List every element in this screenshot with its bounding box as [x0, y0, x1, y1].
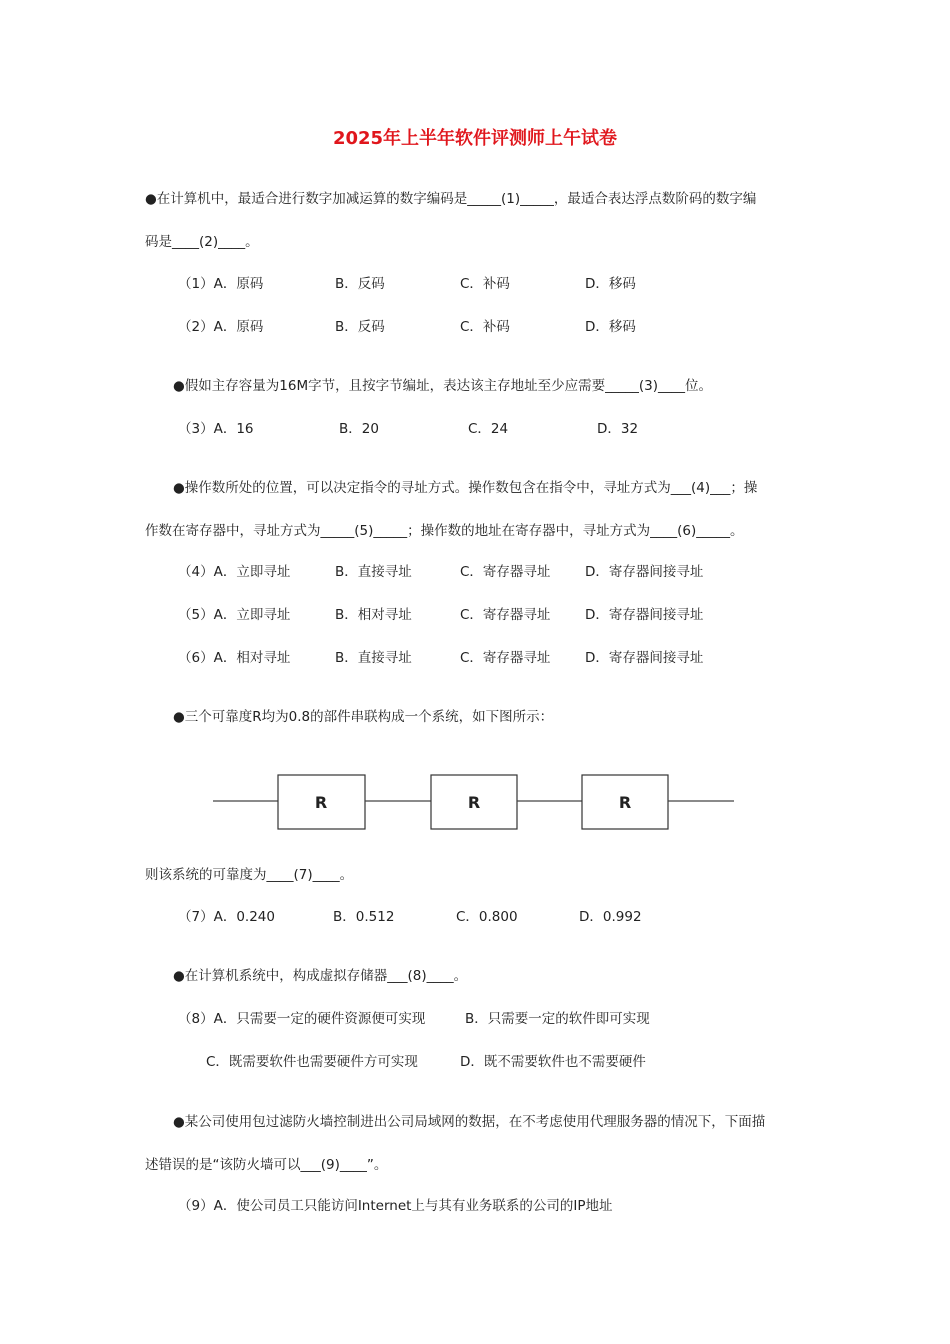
option-1-c: C．补码	[460, 276, 510, 292]
page-title: 2025年上半年软件评测师上午试卷	[332, 128, 618, 149]
option-4-d: D．寄存器间接寻址	[585, 564, 704, 580]
component-label-2: R	[467, 793, 481, 812]
option-4-b: B．直接寻址	[335, 564, 412, 580]
option-7-b: B．0.512	[333, 909, 395, 925]
option-2-c: C．补码	[460, 319, 510, 335]
option-2-a: （2）A．原码	[178, 319, 264, 335]
question-3-text: ●假如主存容量为16M字节，且按字节编址，表达该主存地址至少应需要_____(3)____位。	[173, 378, 712, 394]
question-7-text-line1: ●三个可靠度R均为0.8的部件串联构成一个系统，如下图所示：	[173, 709, 554, 725]
option-2-b: B．反码	[335, 319, 385, 335]
option-2-d: D．移码	[585, 319, 636, 335]
question-9-text-line2: 述错误的是“该防火墙可以___(9)____”。	[145, 1157, 388, 1173]
option-5-a: （5）A．立即寻址	[178, 607, 291, 623]
option-8-a: （8）A．只需要一定的硬件资源便可实现	[178, 1011, 426, 1027]
option-7-d: D．0.992	[579, 909, 642, 925]
option-6-a: （6）A．相对寻址	[178, 650, 291, 666]
series-reliability-diagram	[208, 768, 740, 834]
question-4-text-line1: ●操作数所处的位置，可以决定指令的寻址方式。操作数包含在指令中，寻址方式为___(4)___；操	[173, 480, 758, 496]
option-5-c: C．寄存器寻址	[460, 607, 551, 623]
option-8-d: D．既不需要软件也不需要硬件	[460, 1054, 646, 1070]
option-4-a: （4）A．立即寻址	[178, 564, 291, 580]
question-9-text-line1: ●某公司使用包过滤防火墙控制进出公司局域网的数据，在不考虑使用代理服务器的情况下，下面描	[173, 1114, 766, 1130]
question-8-text: ●在计算机系统中，构成虚拟存储器___(8)____。	[173, 968, 468, 984]
option-7-a: （7）A．0.240	[178, 909, 275, 925]
component-label-3: R	[618, 793, 632, 812]
option-1-a: （1）A．原码	[178, 276, 264, 292]
option-6-c: C．寄存器寻址	[460, 650, 551, 666]
option-8-b: B．只需要一定的软件即可实现	[465, 1011, 650, 1027]
option-1-b: B．反码	[335, 276, 385, 292]
option-3-d: D．32	[597, 421, 639, 437]
option-6-d: D．寄存器间接寻址	[585, 650, 704, 666]
option-7-c: C．0.800	[456, 909, 518, 925]
option-8-c: C．既需要软件也需要硬件方可实现	[206, 1054, 418, 1070]
option-6-b: B．直接寻址	[335, 650, 412, 666]
question-1-text-line1: ●在计算机中，最适合进行数字加减运算的数字编码是_____(1)_____，最适合表达浮点数阶码的数字编	[145, 191, 757, 207]
option-1-d: D．移码	[585, 276, 636, 292]
question-7-text-line2: 则该系统的可靠度为____(7)____。	[145, 867, 354, 883]
option-5-b: B．相对寻址	[335, 607, 412, 623]
option-4-c: C．寄存器寻址	[460, 564, 551, 580]
option-3-c: C．24	[468, 421, 509, 437]
component-label-1: R	[314, 793, 328, 812]
option-5-d: D．寄存器间接寻址	[585, 607, 704, 623]
question-1-text-line2: 码是____(2)____。	[145, 234, 259, 250]
option-9-a: （9）A．使公司员工只能访问Internet上与其有业务联系的公司的IP地址	[178, 1198, 613, 1214]
option-3-b: B．20	[339, 421, 379, 437]
question-4-text-line2: 作数在寄存器中，寻址方式为_____(5)_____；操作数的地址在寄存器中，寻址方式为____(6)_____。	[145, 523, 744, 539]
option-3-a: （3）A．16	[178, 421, 254, 437]
